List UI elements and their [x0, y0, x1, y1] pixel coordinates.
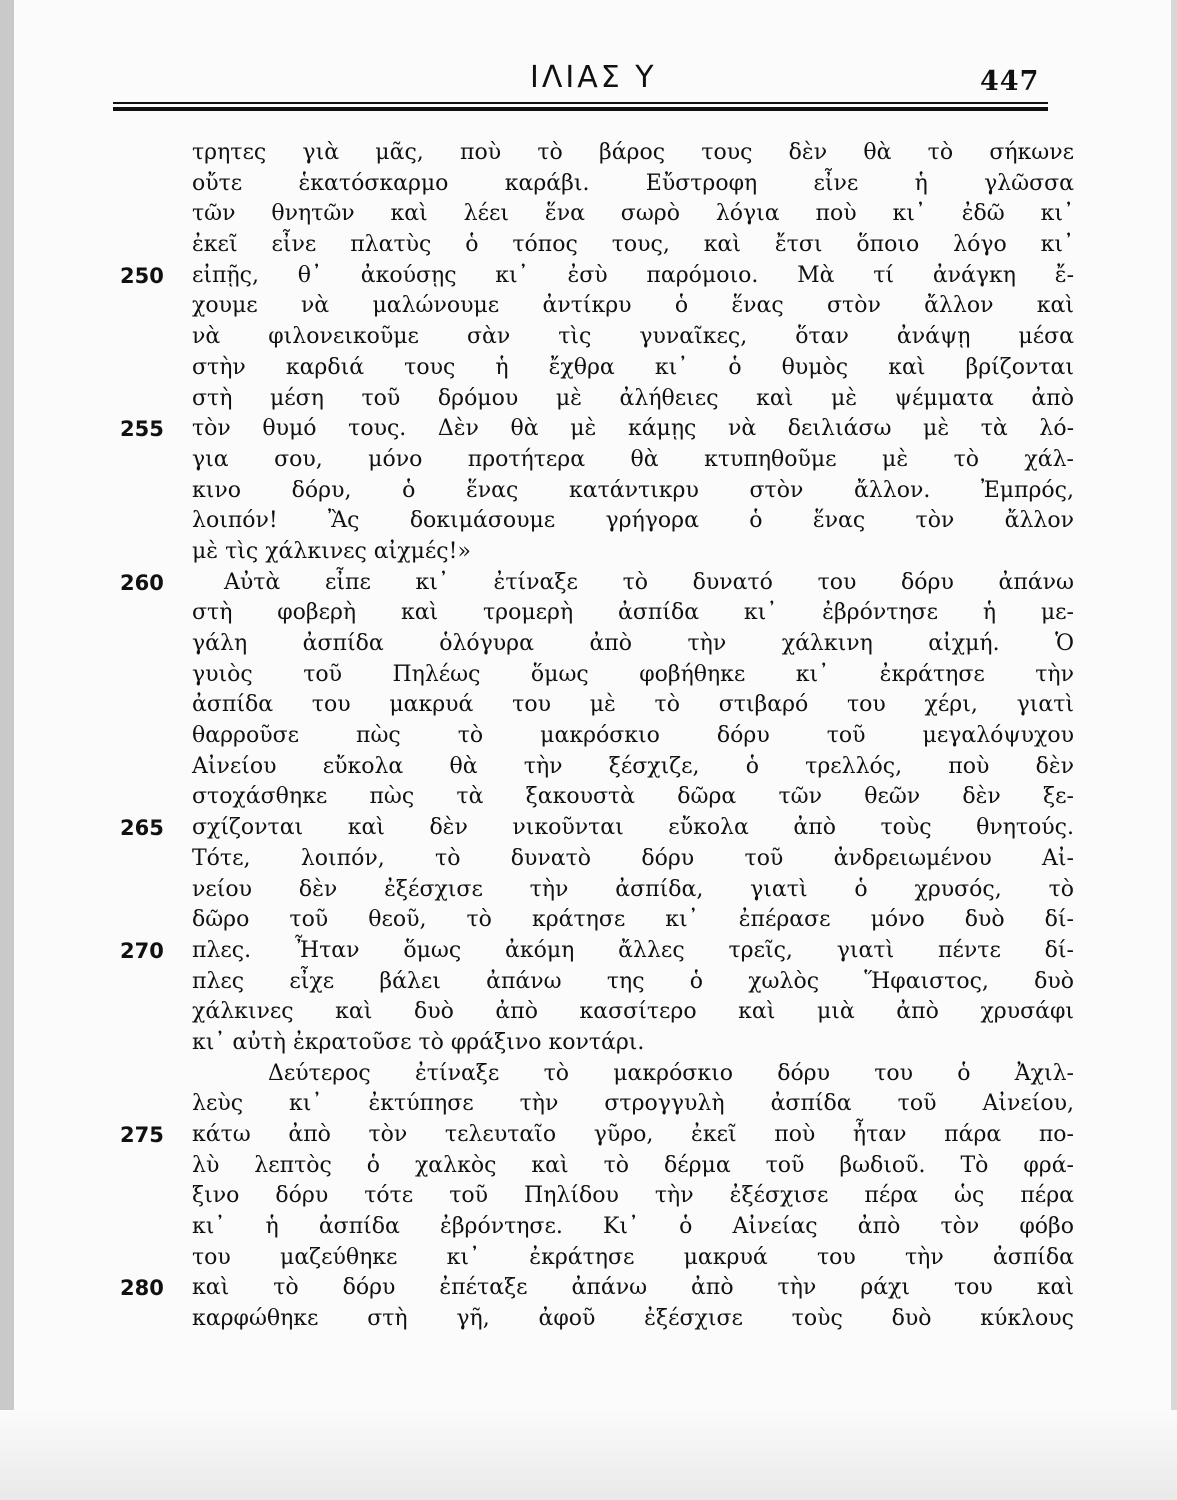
- line-text: νείου δὲν ἐξέσχισε τὴν ἀσπίδα, γιατὶ ὁ χρυσός, τὸ: [192, 876, 1074, 902]
- line-text: λεὺς κι᾽ ἐκτύπησε τὴν στρογγυλὴ ἀσπίδα τοῦ Αἰνείου,: [192, 1091, 1074, 1117]
- line-text: χουμε νὰ μαλώνουμε ἀντίκρυ ὁ ἕνας στὸν ἄλλον καὶ: [192, 293, 1074, 319]
- line-text: πλες. Ἦταν ὅμως ἀκόμη ἄλλες τρεῖς, γιατὶ πέντε δί-: [192, 937, 1074, 963]
- text-line: [120, 169, 1080, 200]
- text-line: [120, 230, 1080, 261]
- text-line: [120, 138, 1080, 169]
- text-line: [120, 1273, 1080, 1304]
- line-text: καὶ τὸ δόρυ ἐπέταξε ἀπάνω ἀπὸ τὴν ράχι του καὶ: [192, 1275, 1074, 1301]
- line-text: λοιπόν! Ἂς δοκιμάσουμε γρήγορα ὁ ἕνας τὸν ἄλλον: [192, 508, 1074, 534]
- line-number: 250: [120, 263, 164, 288]
- text-line: [120, 537, 1080, 568]
- text-line: [120, 1212, 1080, 1243]
- text-line: [120, 598, 1080, 629]
- text-line: [120, 199, 1080, 230]
- text-line: [120, 506, 1080, 537]
- text-line: [120, 721, 1080, 752]
- line-text: στοχάσθηκε πὼς τὰ ξακουστὰ δῶρα τῶν θεῶν δὲν ξε-: [192, 784, 1074, 810]
- line-text: ἀσπίδα του μακρυά του μὲ τὸ στιβαρό του χέρι, γιατὶ: [192, 692, 1074, 718]
- text-line: [120, 660, 1080, 691]
- line-number: 255: [120, 417, 164, 442]
- text-line: [120, 1243, 1080, 1274]
- text-line: [120, 875, 1080, 906]
- running-title: ΙΛΙΑΣ Υ: [530, 60, 657, 95]
- line-number: 275: [120, 1123, 164, 1147]
- line-number: 260: [120, 570, 164, 595]
- text-line: [120, 568, 1080, 599]
- body-text: [120, 138, 1080, 1335]
- line-text: χάλκινες καὶ δυὸ ἀπὸ κασσίτερο καὶ μιὰ ἀπὸ χρυσάφι: [192, 999, 1074, 1025]
- line-text: θαρροῦσε πὼς τὸ μακρόσκιο δόρυ τοῦ μεγαλόψυχου: [192, 723, 1074, 749]
- line-text: πλες εἶχε βάλει ἀπάνω της ὁ χωλὸς Ἥφαιστος, δυὸ: [192, 968, 1074, 994]
- page-edge-left: [0, 0, 14, 1500]
- text-line: [120, 476, 1080, 507]
- line-text: Τότε, λοιπόν, τὸ δυνατὸ δόρυ τοῦ ἀνδρειωμένου Αἰ-: [192, 845, 1074, 871]
- text-line: [120, 967, 1080, 998]
- text-line: [120, 291, 1080, 322]
- text-line: [120, 1089, 1080, 1120]
- line-text: οὔτε ἑκατόσκαρμο καράβι. Εὔστροφη εἶνε ἡ γλῶσσα: [192, 170, 1074, 196]
- text-line: [120, 752, 1080, 783]
- page-edge-bottom: [0, 1410, 1177, 1500]
- line-text: τῶν θνητῶν καὶ λέει ἕνα σωρὸ λόγια ποὺ κι᾽ ἐδῶ κι᾽: [192, 201, 1074, 227]
- line-text: κι᾽ ἡ ἀσπίδα ἐβρόντησε. Κι᾽ ὁ Αἰνείας ἀπὸ τὸν φόβο: [192, 1214, 1074, 1240]
- line-number: 280: [120, 1276, 164, 1301]
- line-text: Αἰνείου εὔκολα θὰ τὴν ξέσχιζε, ὁ τρελλός, ποὺ δὲν: [192, 753, 1074, 779]
- line-text: Δεύτερος ἐτίναξε τὸ μακρόσκιο δόρυ του ὁ Ἀχιλ-: [268, 1060, 1074, 1086]
- text-line: [120, 690, 1080, 721]
- text-line: [120, 414, 1080, 445]
- text-line: [120, 322, 1080, 353]
- line-text: λὺ λεπτὸς ὁ χαλκὸς καὶ τὸ δέρμα τοῦ βωδιοῦ. Τὸ φρά-: [192, 1152, 1074, 1178]
- text-line: [120, 1028, 1080, 1059]
- line-text: τρητες γιὰ μᾶς, ποὺ τὸ βάρος τους δὲν θὰ τὸ σήκωνε: [192, 140, 1074, 165]
- text-line: [120, 813, 1080, 844]
- page-number: 447: [980, 66, 1040, 97]
- text-line: [120, 936, 1080, 967]
- line-text: δῶρο τοῦ θεοῦ, τὸ κράτησε κι᾽ ἐπέρασε μόνο δυὸ δί-: [192, 907, 1074, 933]
- text-line: [120, 384, 1080, 415]
- text-line: [120, 1181, 1080, 1212]
- line-number: 265: [120, 816, 164, 841]
- line-text: καρφώθηκε στὴ γῆ, ἀφοῦ ἐξέσχισε τοὺς δυὸ κύκλους: [192, 1306, 1074, 1332]
- text-line: [120, 629, 1080, 660]
- text-line: [120, 445, 1080, 476]
- line-text: στὴν καρδιά τους ἡ ἔχθρα κι᾽ ὁ θυμὸς καὶ βρίζονται: [192, 354, 1074, 380]
- header-rule: [113, 102, 1048, 111]
- text-line: [120, 1151, 1080, 1182]
- line-text: στὴ μέση τοῦ δρόμου μὲ ἀλήθειες καὶ μὲ ψέμματα ἀπὸ: [192, 385, 1074, 411]
- line-text: στὴ φοβερὴ καὶ τρομερὴ ἀσπίδα κι᾽ ἐβρόντησε ἡ με-: [192, 600, 1074, 626]
- line-text: Αὐτὰ εἶπε κι᾽ ἐτίναξε τὸ δυνατό του δόρυ ἀπάνω: [224, 569, 1074, 595]
- line-text: γάλη ἀσπίδα ὁλόγυρα ἀπὸ τὴν χάλκινη αἰχμή. Ὁ: [192, 631, 1074, 656]
- text-line: [120, 782, 1080, 813]
- text-line: [120, 1120, 1080, 1151]
- text-line: [120, 1304, 1080, 1335]
- line-text: νὰ φιλονεικοῦμε σὰν τὶς γυναῖκες, ὅταν ἀνάψῃ μέσα: [192, 324, 1074, 350]
- line-text: εἰπῇς, θ᾽ ἀκούσῃς κι᾽ ἐσὺ παρόμοιο. Μὰ τί ἀνάγκη ἔ-: [192, 262, 1074, 288]
- text-line: [120, 997, 1080, 1028]
- text-line: [120, 844, 1080, 875]
- line-text: κινο δόρυ, ὁ ἕνας κατάντικρυ στὸν ἄλλον. Ἐμπρός,: [192, 477, 1074, 503]
- line-text: του μαζεύθηκε κι᾽ ἐκράτησε μακρυά του τὴν ἀσπίδα: [192, 1244, 1074, 1270]
- page-edge-right: [1171, 0, 1177, 1500]
- text-line: [120, 353, 1080, 384]
- text-line: [120, 905, 1080, 936]
- text-line: [120, 261, 1080, 292]
- line-text: κι᾽ αὐτὴ ἐκρατοῦσε τὸ φράξινο κοντάρι.: [192, 1029, 645, 1055]
- line-text: ἐκεῖ εἶνε πλατὺς ὁ τόπος τους, καὶ ἔτσι ὅποιο λόγο κι᾽: [192, 232, 1074, 258]
- line-number: 270: [120, 938, 164, 963]
- text-line: [120, 1059, 1080, 1090]
- line-text: σχίζονται καὶ δὲν νικοῦνται εὔκολα ἀπὸ τοὺς θνητούς.: [192, 815, 1074, 841]
- line-text: μὲ τὶς χάλκινες αἰχμές!»: [192, 538, 471, 564]
- line-text: κάτω ἀπὸ τὸν τελευταῖο γῦρο, ἐκεῖ ποὺ ἦταν πάρα πο-: [192, 1122, 1074, 1147]
- line-text: για σου, μόνο προτήτερα θὰ κτυπηθοῦμε μὲ τὸ χάλ-: [192, 446, 1074, 472]
- line-text: τὸν θυμό τους. Δὲν θὰ μὲ κάμῃς νὰ δειλιάσω μὲ τὰ λό-: [192, 416, 1074, 442]
- line-text: ξινο δόρυ τότε τοῦ Πηλίδου τὴν ἐξέσχισε πέρα ὡς πέρα: [192, 1183, 1074, 1209]
- line-text: γυιὸς τοῦ Πηλέως ὅμως φοβήθηκε κι᾽ ἐκράτησε τὴν: [192, 661, 1074, 687]
